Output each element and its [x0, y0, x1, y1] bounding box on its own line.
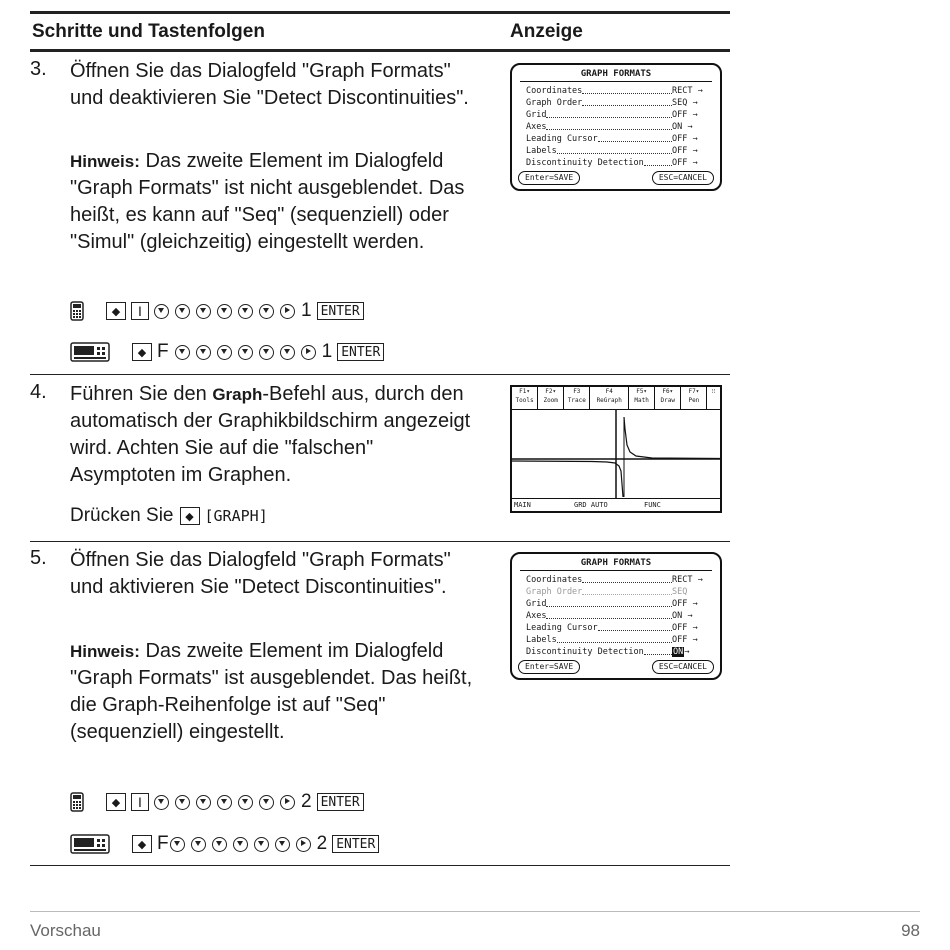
dialog-buttons: [518, 171, 714, 185]
format-value-selected: ON: [673, 647, 684, 657]
format-value: RECT →: [672, 575, 703, 585]
toolbar-key: F2▾: [545, 388, 557, 395]
format-row: [526, 145, 712, 157]
arrow-down-icon: [191, 837, 206, 852]
format-row: [526, 598, 712, 610]
format-label: Labels: [526, 635, 557, 645]
column-header-display: Anzeige: [510, 21, 583, 42]
table-top-rule: [30, 11, 730, 14]
enter-key: ENTER: [337, 343, 384, 361]
format-value: OFF →: [672, 158, 698, 168]
voyage200-calculator-icon: [70, 834, 110, 854]
toolbar-item: [512, 387, 538, 409]
step-text: Öffnen Sie das Dialogfeld "Graph Formats" und aktivieren Sie "Detect Discontinuities".: [70, 549, 451, 598]
toolbar-item: [681, 387, 707, 409]
letter-key: I: [131, 302, 149, 320]
arrow-down-icon: [233, 837, 248, 852]
arrow-down-icon: [154, 795, 169, 810]
arrow-down-icon: [217, 795, 232, 810]
toolbar-key: F4: [605, 388, 613, 395]
diamond-key-icon: ◆: [106, 793, 126, 811]
diamond-key-icon: ◆: [180, 507, 200, 525]
hint-label: Hinweis:: [70, 642, 140, 661]
arrow-down-icon: [196, 304, 211, 319]
toolbar-key: F6▾: [662, 388, 674, 395]
format-label: Discontinuity Detection: [526, 647, 644, 657]
letter-key: F: [157, 341, 169, 362]
format-label: Axes: [526, 122, 547, 132]
diamond-key-icon: ◆: [132, 343, 152, 361]
arrow-down-icon: [259, 304, 274, 319]
press-label: Drücken Sie: [70, 505, 174, 526]
arrow-right-icon: [296, 837, 311, 852]
key-value: 1: [321, 341, 333, 362]
format-row: [526, 121, 712, 133]
toolbar-key: F7▾: [688, 388, 700, 395]
format-row-disabled: [526, 586, 712, 598]
keystroke-sequence-ti89: [70, 790, 364, 814]
arrow-down-icon: [175, 795, 190, 810]
graph-formats-screen-2: [510, 552, 722, 680]
toolbar-key: ⁝⁝: [711, 388, 716, 395]
arrow-down-icon: [217, 304, 232, 319]
format-row: [526, 634, 712, 646]
dialog-title: GRAPH FORMATS: [520, 558, 712, 571]
arrow-down-icon: [238, 795, 253, 810]
step-hint: [70, 638, 480, 746]
format-label: Labels: [526, 146, 557, 156]
arrow-right-icon: [301, 345, 316, 360]
arrow-down-icon: [238, 345, 253, 360]
dialog-title: GRAPH FORMATS: [520, 69, 712, 82]
arrow-down-icon: [175, 304, 190, 319]
format-row: [526, 610, 712, 622]
footer-rule: [30, 911, 920, 912]
format-row: [526, 97, 712, 109]
footer-section-title: Vorschau: [30, 921, 101, 940]
diamond-key-icon: ◆: [132, 835, 152, 853]
graph-toolbar: [512, 387, 720, 410]
table-header-rule: [30, 49, 730, 52]
graph-screen: [510, 385, 722, 513]
key-value: 2: [301, 791, 312, 812]
format-row: [526, 109, 712, 121]
step-number: 3.: [30, 58, 47, 80]
keystroke-sequence: [70, 504, 268, 528]
key-value: 1: [301, 300, 312, 321]
toolbar-label: Draw: [660, 397, 675, 404]
status-mode: MAIN: [514, 501, 531, 509]
graph-status-bar: [512, 498, 720, 511]
format-value: RECT →: [672, 86, 703, 96]
format-row: [526, 85, 712, 97]
voyage200-calculator-icon: [70, 342, 110, 362]
arrow-down-icon: [175, 345, 190, 360]
toolbar-key: F1▾: [519, 388, 530, 395]
toolbar-label: Math: [634, 397, 649, 404]
format-label: Discontinuity Detection: [526, 158, 644, 168]
arrow-down-icon: [196, 795, 211, 810]
page-number: 98: [901, 921, 920, 940]
toolbar-label: Pen: [688, 397, 700, 404]
format-value: OFF →: [672, 110, 698, 120]
arrow-down-icon: [217, 345, 232, 360]
graph-plot-area: [512, 409, 720, 499]
format-label: Axes: [526, 611, 547, 621]
toolbar-key: F5▾: [636, 388, 648, 395]
save-button: Enter=SAVE: [518, 171, 580, 185]
toolbar-label: Trace: [567, 397, 586, 404]
format-value: SEQ →: [672, 98, 698, 108]
status-angle: GRD AUTO: [574, 501, 608, 509]
hint-text: Das zweite Element im Dialogfeld "Graph Formats" ist ausgeblendet. Das heißt, die Graph-Reihenfolge ist auf "Seq" (sequenziell) eingestellt.: [70, 640, 473, 743]
hint-text: Das zweite Element im Dialogfeld "Graph Formats" ist nicht ausgeblendet. Das heißt, es kann auf "Seq" (sequenziell) oder "Simul" (gleichzeitig) eingestellt werden.: [70, 150, 465, 253]
graph-formats-screen-1: [510, 63, 722, 191]
format-row: [526, 646, 712, 658]
toolbar-key: F3: [573, 388, 581, 395]
format-value: OFF →: [672, 146, 698, 156]
arrow-down-icon: [196, 345, 211, 360]
format-label: Leading Cursor: [526, 623, 598, 633]
arrow-down-icon: [259, 795, 274, 810]
dialog-buttons: [518, 660, 714, 674]
keystroke-sequence-v200: [70, 832, 379, 856]
format-label: Grid: [526, 110, 547, 120]
cancel-button: ESC=CANCEL: [652, 171, 714, 185]
format-label: Grid: [526, 599, 547, 609]
keystroke-sequence-ti89: [70, 299, 364, 323]
toolbar-label: Zoom: [543, 397, 558, 404]
format-row: [526, 622, 712, 634]
save-button: Enter=SAVE: [518, 660, 580, 674]
format-value: SEQ: [672, 587, 688, 597]
enter-key: ENTER: [317, 793, 364, 811]
ti89-calculator-icon: [70, 792, 84, 812]
graph-key: [GRAPH]: [204, 507, 268, 525]
toolbar-item: [707, 387, 720, 409]
format-row: [526, 157, 712, 169]
table-bottom-rule: [30, 865, 730, 866]
toolbar-item: [564, 387, 590, 409]
step-text-part: -Befehl aus, durch den automatisch der Graphikbildschirm angezeigt wird. Achten Sie auf die "falschen" Asymptoten im Graphen.: [70, 383, 471, 486]
format-label: Leading Cursor: [526, 134, 598, 144]
step-text: Öffnen Sie das Dialogfeld "Graph Formats" und deaktivieren Sie "Detect Discontinuities".: [70, 60, 469, 109]
status-graph-type: FUNC: [644, 501, 661, 509]
enter-key: ENTER: [332, 835, 379, 853]
step-text-part: Führen Sie den: [70, 383, 213, 405]
arrow-down-icon: [280, 345, 295, 360]
format-label: Graph Order: [526, 587, 583, 597]
toolbar-item: [655, 387, 681, 409]
enter-key: ENTER: [317, 302, 364, 320]
format-value: ON →: [672, 611, 693, 621]
step-number: 4.: [30, 381, 47, 403]
key-value: 2: [316, 833, 328, 854]
format-row: [526, 133, 712, 145]
row-divider: [30, 374, 730, 375]
graph-key-label: GRAPH: [213, 507, 259, 525]
command-name: Graph: [212, 385, 263, 404]
letter-key: F: [157, 833, 169, 854]
arrow-down-icon: [259, 345, 274, 360]
format-label: Coordinates: [526, 86, 583, 96]
toolbar-item: [590, 387, 629, 409]
toolbar-item: [538, 387, 564, 409]
format-value: OFF →: [672, 134, 698, 144]
toolbar-label: ReGraph: [596, 397, 622, 404]
column-header-steps: Schritte und Tastenfolgen: [32, 21, 265, 42]
step-text: [70, 381, 480, 489]
arrow-down-icon: [238, 304, 253, 319]
letter-key: I: [131, 793, 149, 811]
step-hint: [70, 148, 480, 256]
hint-label: Hinweis:: [70, 152, 140, 171]
format-label: Coordinates: [526, 575, 583, 585]
format-value: OFF →: [672, 599, 698, 609]
arrow-right-icon: [280, 795, 295, 810]
arrow-down-icon: [212, 837, 227, 852]
ti89-calculator-icon: [70, 301, 84, 321]
format-value: ON →: [672, 122, 693, 132]
arrow-down-icon: [275, 837, 290, 852]
step-number: 5.: [30, 547, 47, 569]
format-label: Graph Order: [526, 98, 583, 108]
arrow-right-icon: [280, 304, 295, 319]
arrow-down-icon: [170, 837, 185, 852]
format-arrow: →: [684, 647, 690, 657]
arrow-down-icon: [254, 837, 269, 852]
toolbar-item: [629, 387, 655, 409]
format-row: [526, 574, 712, 586]
diamond-key-icon: ◆: [106, 302, 126, 320]
toolbar-label: Tools: [515, 397, 534, 404]
keystroke-sequence-v200: [70, 340, 384, 364]
format-value: [672, 646, 712, 658]
format-value: OFF →: [672, 635, 698, 645]
row-divider: [30, 541, 730, 542]
arrow-down-icon: [154, 304, 169, 319]
format-value: OFF →: [672, 623, 698, 633]
cancel-button: ESC=CANCEL: [652, 660, 714, 674]
